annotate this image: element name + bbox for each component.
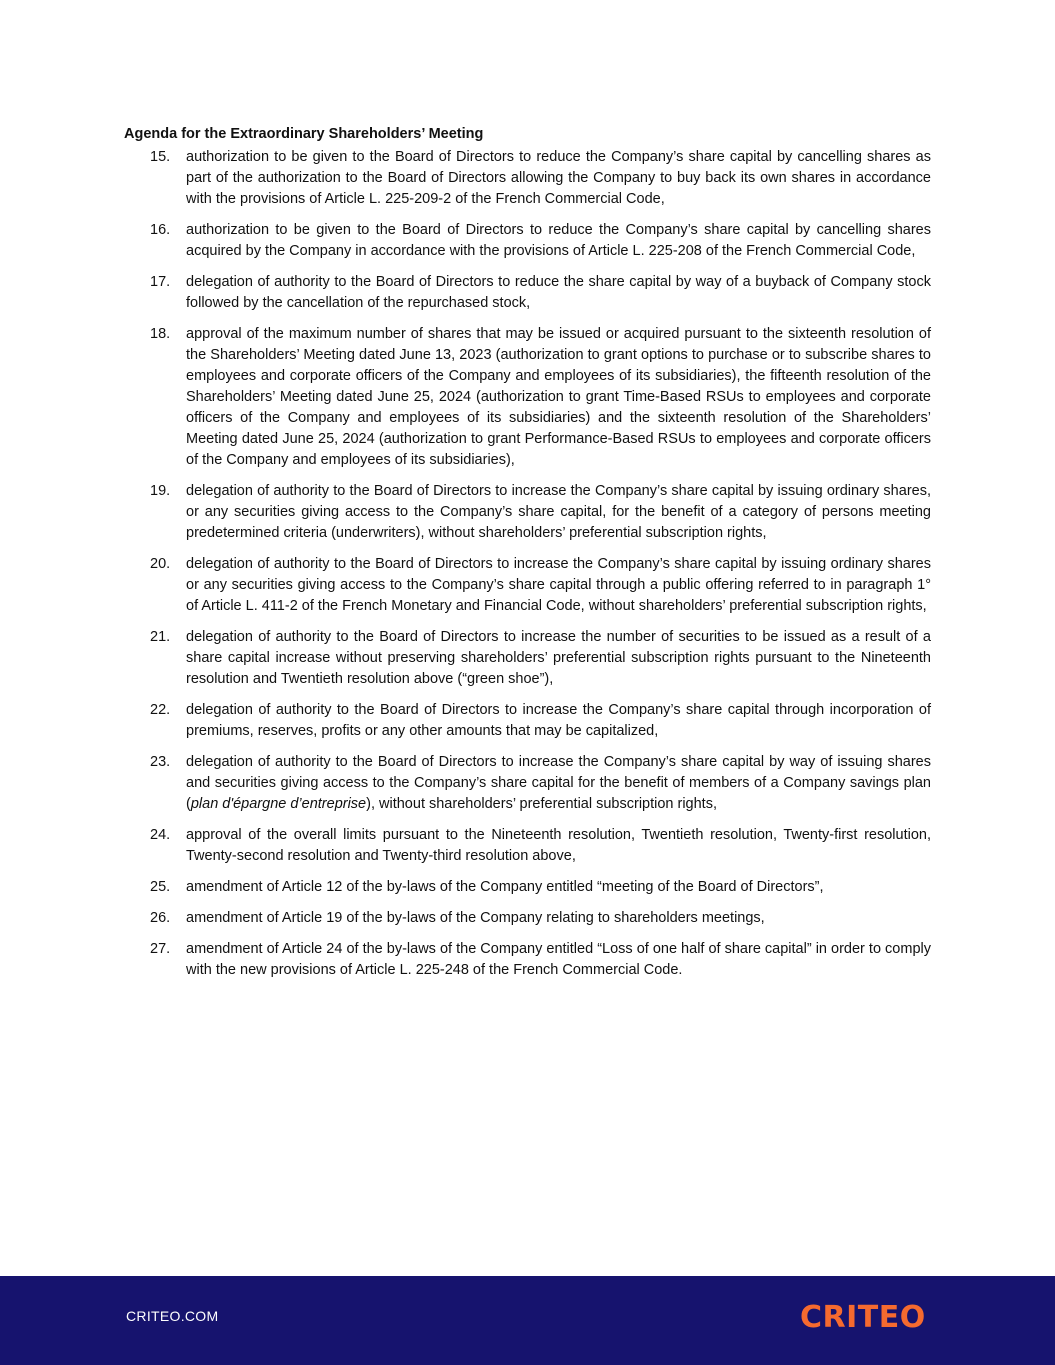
agenda-item [124,220,931,262]
item-text: amendment of Article 12 of the by-laws of the Company entitled “meeting of the Board of Directors”, [186,879,824,895]
item-number: 25. [150,879,171,895]
agenda-item [124,481,931,544]
agenda-item [124,700,931,742]
item-text-italic: plan d'épargne d’entreprise [190,796,367,812]
agenda-item [124,825,931,867]
item-text: authorization to be given to the Board of Directors to reduce the Company’s share capital by cancelling shares as part of the authorization to the Board of Directors allowing the Company to buy back its own shares in accordance with the provisions of Article L. 225-209-2 of the French Commercial Code, [186,149,931,207]
agenda-item [124,908,931,929]
item-number: 16. [150,222,171,238]
footer-bar [0,1276,1055,1365]
item-text: delegation of authority to the Board of Directors to increase the number of securities to be issued as a result of a share capital increase without preserving shareholders’ preferential subscription rights pursuant to the Nineteenth resolution and Twentieth resolution above (“green shoe”), [186,629,931,687]
item-number: 24. [150,827,171,843]
item-number: 20. [150,556,171,572]
item-text [186,754,931,812]
item-number: 17. [150,274,171,290]
agenda-list [124,147,931,981]
agenda-item [124,752,931,815]
item-text: delegation of authority to the Board of Directors to increase the Company’s share capital through incorporation of premiums, reserves, profits or any other amounts that may be capitalized, [186,702,931,739]
item-number: 27. [150,941,171,957]
agenda-item [124,147,931,210]
agenda-item [124,939,931,981]
item-text: approval of the overall limits pursuant to the Nineteenth resolution, Twentieth resolution, Twenty-first resolution, Twenty-second resolution and Twenty-third resolution above, [186,827,931,864]
criteo-logo: CRITEO [800,1300,926,1335]
agenda-title: Agenda for the Extraordinary Shareholders’ Meeting [124,126,484,142]
item-number: 21. [150,629,171,645]
item-number: 18. [150,326,171,342]
item-text: delegation of authority to the Board of Directors to increase the Company’s share capital by issuing ordinary shares, or any securities giving access to the Company’s share capital, for the benefit of a category of persons meeting predetermined criteria (underwriters), without shareholders’ preferential subscription rights, [186,483,931,541]
item-number: 22. [150,702,171,718]
item-number: 15. [150,149,171,165]
item-text: delegation of authority to the Board of Directors to increase the Company’s share capital by issuing ordinary shares or any securities giving access to the Company’s share capital through a public offering referred to in paragraph 1° of Article L. 411-2 of the French Monetary and Financial Code, without shareholders’ preferential subscription rights, [186,556,931,614]
document-body [124,124,931,991]
agenda-item [124,627,931,690]
agenda-item [124,554,931,617]
item-number: 23. [150,754,171,770]
agenda-item [124,324,931,471]
agenda-item [124,877,931,898]
item-text-after: ), without shareholders’ preferential subscription rights, [366,796,717,812]
item-text: amendment of Article 19 of the by-laws of the Company relating to shareholders meetings, [186,910,765,926]
item-number: 26. [150,910,171,926]
item-text-before: delegation of authority to the Board of Directors to increase the Company’s share capital by way of issuing shares and securities giving access to the Company’s share capital for the benefit of members of a Company savings plan ( [186,754,931,812]
item-text: approval of the maximum number of shares that may be issued or acquired pursuant to the sixteenth resolution of the Shareholders’ Meeting dated June 13, 2023 (authorization to grant options to purchase or to subscribe shares to employees and corporate officers of the Company and employees of its subsidiaries), the fifteenth resolution of the Shareholders’ Meeting dated June 25, 2024 (authorization to grant Time-Based RSUs to employees and corporate officers of the Company and employees of its subsidiaries) and the sixteenth resolution of the Shareholders’ Meeting dated June 25, 2024 (authorization to grant Performance-Based RSUs to employees and corporate officers of the Company and employees of its subsidiaries), [186,326,931,468]
item-text: amendment of Article 24 of the by-laws of the Company entitled “Loss of one half of share capital” in order to comply with the new provisions of Article L. 225-248 of the French Commercial Code. [186,941,931,978]
footer-url: CRITEO.COM [126,1308,219,1324]
item-text: authorization to be given to the Board of Directors to reduce the Company’s share capital by cancelling shares acquired by the Company in accordance with the provisions of Article L. 225-208 of the French Commercial Code, [186,222,931,259]
item-text: delegation of authority to the Board of Directors to reduce the share capital by way of a buyback of Company stock followed by the cancellation of the repurchased stock, [186,274,931,311]
agenda-item [124,272,931,314]
item-number: 19. [150,483,171,499]
